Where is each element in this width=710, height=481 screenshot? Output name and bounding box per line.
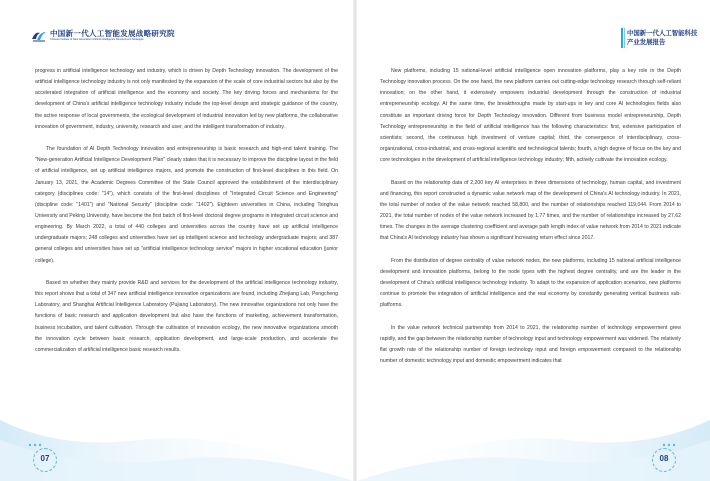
right-paragraph-2: Based on the relationship data of 2,200 key AI enterprises in three dimensions of technology, human capital, and investment and financing, this report constructed a dynamic value network map of the development of China's AI technology industry. In 2021, the total number of nodes of the value network reached 58,800, and the number of relationships reached 119,044. From 2014 to 2021, the total number of nodes of the value network increased by 1.77 times, and the number of relationships increased by 27.62 times. The changes in the average clustering coefficient and average path length index of value network from 2014 to 2021 indicate that China's AI technology industry has shown a significant increasing return effect since 2017. [380,179,681,242]
left-paragraph-2: The foundation of AI Depth Technology innovation and entrepreneurship is basic research and high-end talent training. The "New-generation Artificial Intelligence Development Plan" clearly states that it is necessary to improve the discipline layout in the field of artificial intelligence, set up artificial intelligence majors, and promote the construction of first-level disciplines in this field. On January 13, 2021, the Academic Degrees Committee of the State Council approved the establishment of the interdisciplinary category (disciplines code: "14"), which consists of the first-level disciplines of "Integrated Circuit Science and Engineering" (discipline code: "1401") and "National Security" (discipline code: "1402"). Eighteen universities in China, including Tsinghua University and Peking University, have become the first batch of first-level doctoral degree programs in integrated circuit science and engineering. By March 2022, a total of 440 colleges and universities across the country have set up artificial intelligence undergraduate majors; 248 colleges and universities have set up intelligent science and technology undergraduate majors; and 387 general colleges and universities have set up "artificial intelligence technology service" majors in higher vocational education (junior college). [35,146,338,264]
running-title-line1: 中国新一代人工智能科技 [627,29,698,37]
left-paragraph-1: progress in artificial intelligence technology and industry, which is driven by Depth Technology innovation. The development of the artificial intelligence technology industry is not only manifested by the expansion of the scale of core industrial sectors but also by the accelerated integration of artificial intelligence and the economy and society. The key driving forces and mechanisms for the development of China's artificial intelligence technology industry include the top-level design and strategic guidance of the country, the active response of local governments, the ecological development of industrial innovation led by new platforms, the collaborative innovation of government, industry, university, research and user, and the intelligent transformation of industry. [35,68,338,130]
right-page-number: 08 [659,454,669,463]
header-accent-bar [621,28,623,48]
report-running-title [627,29,697,47]
institute-logo-icon [31,30,47,42]
left-page-number: 07 [40,454,50,463]
right-page-body [380,66,681,367]
institute-logo-text [50,30,175,42]
left-page-body [35,66,338,356]
right-paragraph-4: In the value network technical partnership from 2014 to 2021, the relationship number of technology empowerment grew rapidly, and the gap between the relationship number of technology input and technology empowerment was widened. The relatively flat growth rate of the relationship number of foreign technology input and foreign empowerment compared to the relationship number of domestic technology input and domestic empowerment indicates that [380,324,681,365]
right-paragraph-3: From the distribution of degree centrality of value network nodes, the new platforms, including 15 national artificial intelligence development and innovation platforms, belong to the node types with the highest degree centrality, and are the leader in the development of China's artificial intelligence technology industry. To adapt to the expansion of application scenarios, new platforms continue to promote the integration of artificial intelligence and the real economy by constantly generating vertical business sub-platforms. [380,257,681,309]
logo-subtitle-en: Chinese Institute of New Generation Artificial Intelligence Development Strategies [50,38,144,41]
right-paragraph-1: New platforms, including 15 national-level artificial intelligence open innovation platforms, play a key role in the Depth Technology innovation process. On the one hand, the new platform carries out cutting-edge technology research through self-reliant innovation; on the other hand, it extensively empowers industrial development through the construction of industrial entrepreneurship ecology. At the same time, the breakthroughs made by start-ups in key and core AI technologies fields also constitute an important driving force for Depth Technology innovation. Different from business model entrepreneurship, Depth Technology entrepreneurship in the field of artificial intelligence has the following characteristics: first, extensive participation of scientists; second, the continuous high investment of venture capital; third, the convergence of interdisciplinary, cross-organizational, cross-industrial, and cross-regional scientific and technological talents; fourth, a high degree of focus on the key and core technologies in the development of artificial intelligence technology industry; fifth, actively cultivate the innovation ecology. [380,68,681,164]
header-accent-line [624,28,625,48]
logo-title-cn: 中国新一代人工智能发展战略研究院 [50,29,175,38]
left-paragraph-3: Based on whether they mainly provide R&D and services for the development of the artificial intelligence technology industry, this report shows that a total of 347 new artificial intelligence innovation organizations are found, including Zhejiang Lab, Pengcheng Laboratory, and Shanghai Artificial Intelligence Laboratory (Pujiang Laboratory). The new innovative organizations not only have the functions of basic research and application development but also have the functions of marketing, achievement transformation, business incubation, and talent cultivation. Through the cultivation of innovation ecology, the new innovative organizations smooth the innovation cycle between basic research, application development, and large-scale production, and accelerate the commercialization of artificial intelligence basic research results. [35,279,338,353]
book-gutter [353,0,357,481]
running-title-line2: 产业发展报告 [627,38,666,46]
